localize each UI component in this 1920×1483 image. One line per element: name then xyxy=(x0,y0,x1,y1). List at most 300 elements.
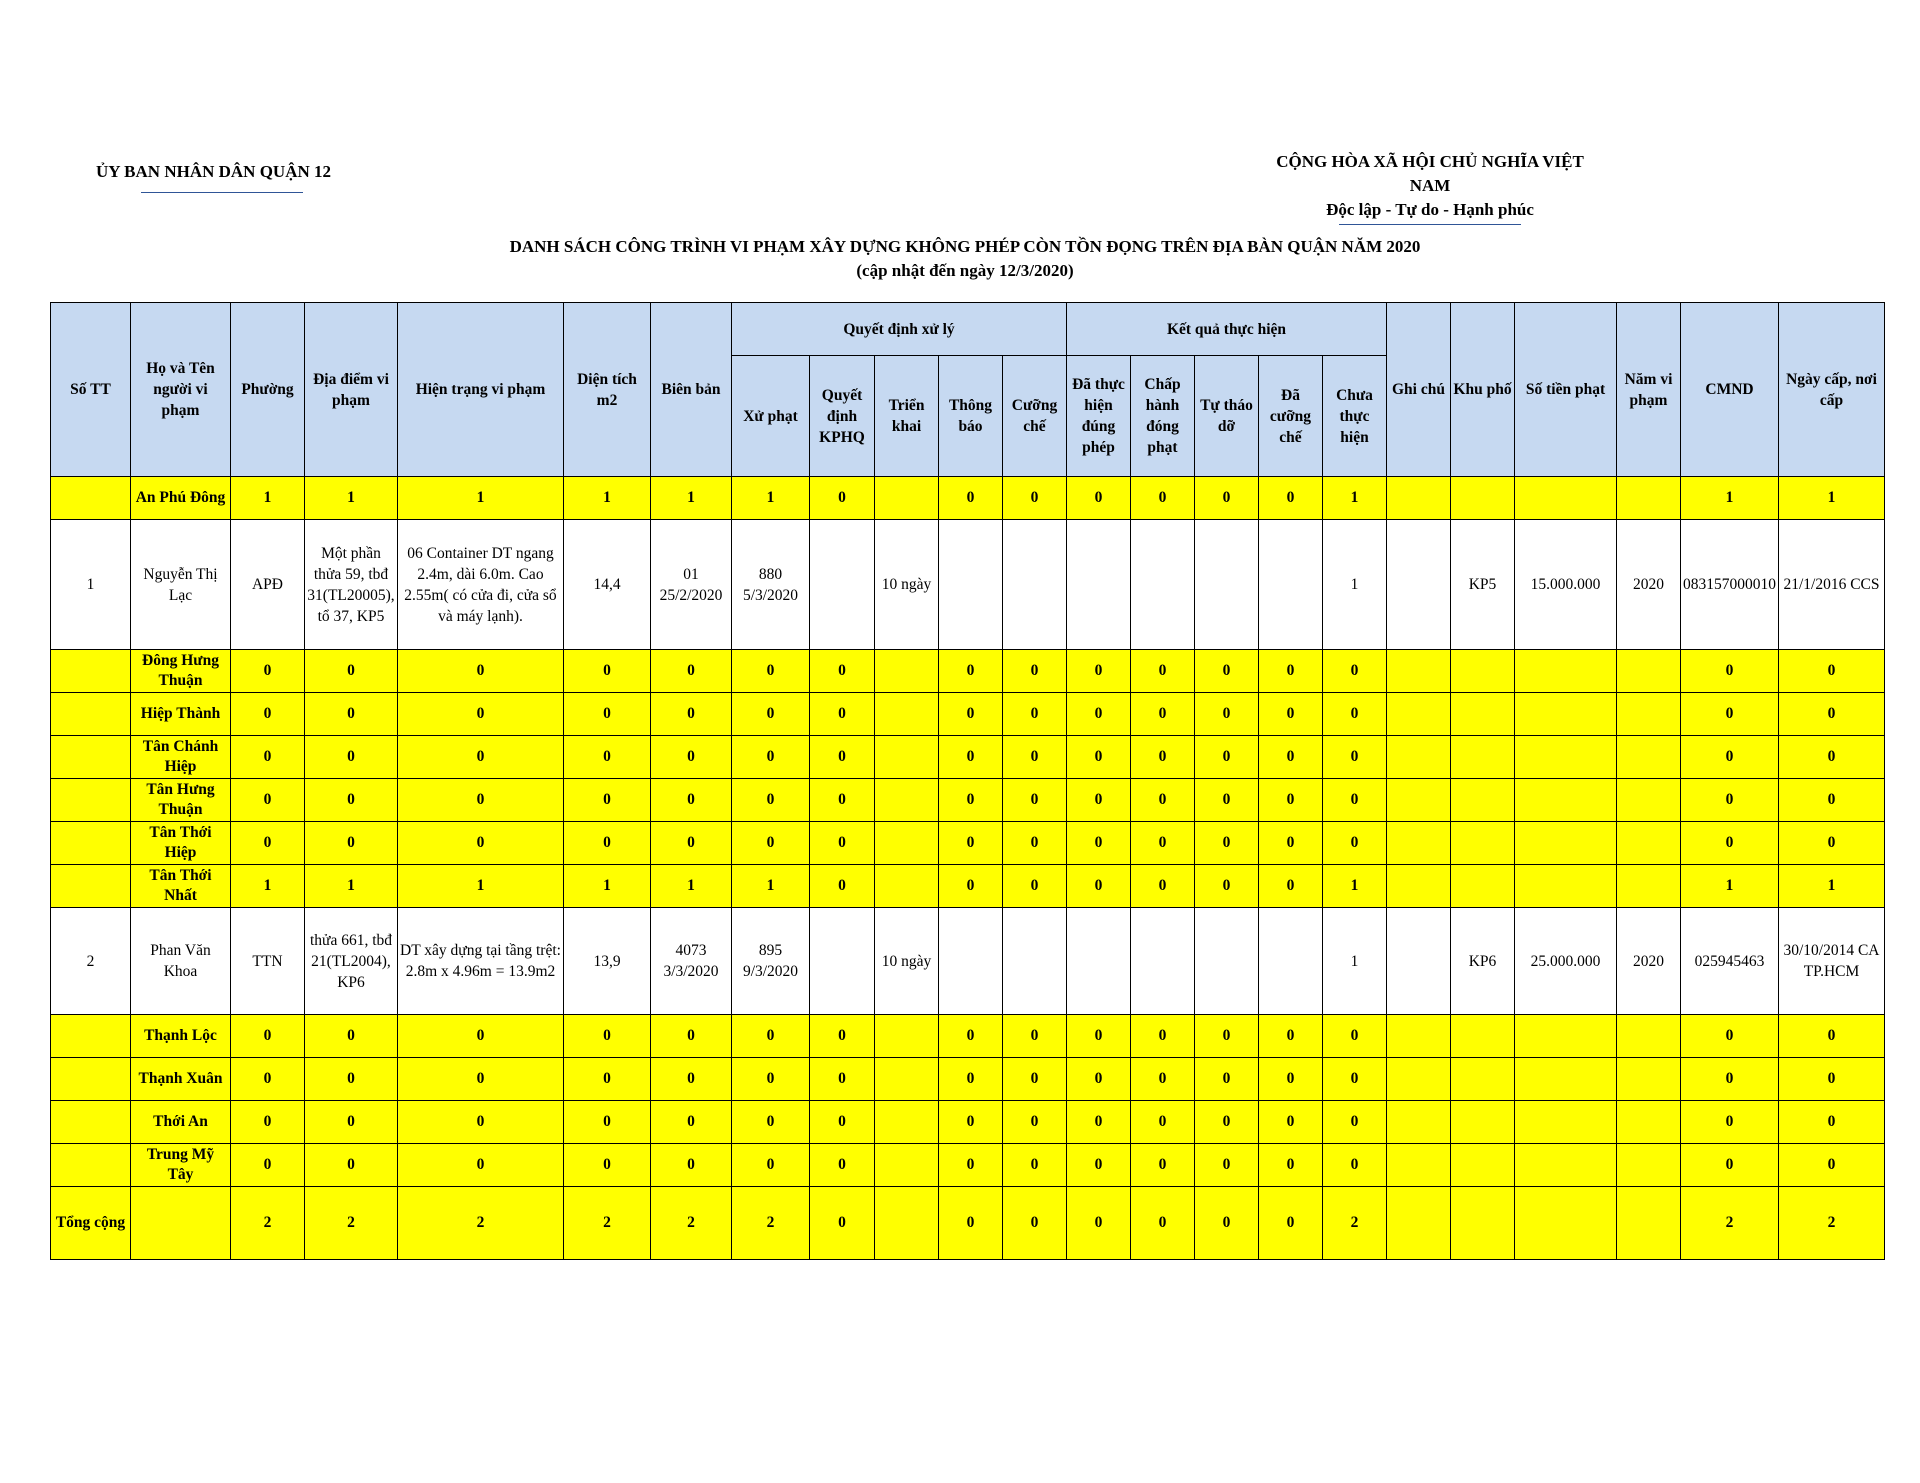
cell-stt xyxy=(51,1015,131,1058)
table-cell: 0 xyxy=(1323,779,1387,822)
col-status: Hiện trạng vi phạm xyxy=(398,303,564,477)
col-self-demolish: Tự tháo dỡ xyxy=(1195,356,1259,477)
table-cell xyxy=(1515,865,1617,908)
table-cell xyxy=(1515,736,1617,779)
table-cell: 0 xyxy=(231,779,305,822)
table-cell: 0 xyxy=(305,650,398,693)
table-cell xyxy=(1617,736,1681,779)
table-cell: 0 xyxy=(1131,693,1195,736)
table-cell: 0 xyxy=(305,736,398,779)
table-cell: 0 xyxy=(1067,779,1131,822)
table-cell xyxy=(1451,693,1515,736)
table-cell: 0 xyxy=(1681,1101,1779,1144)
table-cell: 1 xyxy=(1323,477,1387,520)
table-cell: 0 xyxy=(1003,865,1067,908)
table-cell: 880 5/3/2020 xyxy=(732,520,810,650)
table-cell xyxy=(1515,779,1617,822)
table-cell: 0 xyxy=(1259,736,1323,779)
table-cell: 0 xyxy=(1003,693,1067,736)
table-cell: 0 xyxy=(1067,865,1131,908)
table-cell: 0 xyxy=(305,1144,398,1187)
table-cell xyxy=(1515,1058,1617,1101)
table-cell: 0 xyxy=(231,1101,305,1144)
table-cell: 01 25/2/2020 xyxy=(651,520,732,650)
table-cell: 0 xyxy=(810,779,875,822)
table-cell: 0 xyxy=(651,779,732,822)
cell-ward-name: Đông Hưng Thuận xyxy=(131,650,231,693)
col-location: Địa điểm vi phạm xyxy=(305,303,398,477)
table-cell xyxy=(875,1015,939,1058)
table-cell: 13,9 xyxy=(564,908,651,1015)
table-cell: 0 xyxy=(939,1101,1003,1144)
table-cell xyxy=(1387,1015,1451,1058)
col-notice: Thông báo xyxy=(939,356,1003,477)
table-cell xyxy=(1387,693,1451,736)
col-year: Năm vi phạm xyxy=(1617,303,1681,477)
national-motto: Độc lập - Tự do - Hạnh phúc xyxy=(1326,200,1534,219)
table-cell: 0 xyxy=(1323,650,1387,693)
table-cell: 1 xyxy=(1779,865,1885,908)
table-cell: 0 xyxy=(810,736,875,779)
table-cell: 0 xyxy=(1681,822,1779,865)
table-cell xyxy=(1617,693,1681,736)
table-cell: 1 xyxy=(1779,477,1885,520)
table-cell: 0 xyxy=(1003,477,1067,520)
table-cell: 0 xyxy=(1779,822,1885,865)
group-decision: Quyết định xử lý xyxy=(732,303,1067,356)
table-cell xyxy=(1451,822,1515,865)
table-cell: 0 xyxy=(1681,1015,1779,1058)
table-cell xyxy=(1451,477,1515,520)
cell-ward-name: Tân Thới Nhất xyxy=(131,865,231,908)
table-cell: 0 xyxy=(398,822,564,865)
table-cell: 0 xyxy=(651,693,732,736)
violation-table xyxy=(50,302,1885,1260)
table-cell xyxy=(875,779,939,822)
table-cell: 0 xyxy=(1003,822,1067,865)
table-cell: 0 xyxy=(398,1015,564,1058)
table-cell: 0 xyxy=(231,736,305,779)
table-cell: 0 xyxy=(1259,477,1323,520)
table-cell: 0 xyxy=(231,693,305,736)
table-cell: 0 xyxy=(1195,1101,1259,1144)
col-paid: Chấp hành đóng phạt xyxy=(1131,356,1195,477)
national-heading xyxy=(1255,150,1605,225)
table-cell: 0 xyxy=(651,1144,732,1187)
table-cell: 0 xyxy=(1067,477,1131,520)
table-cell: 0 xyxy=(810,1187,875,1260)
table-cell: DT xây dựng tại tầng trệt: 2.8m x 4.96m = 13.9m2 xyxy=(398,908,564,1015)
table-cell xyxy=(1617,779,1681,822)
table-cell xyxy=(1451,1144,1515,1187)
table-cell: 0 xyxy=(1131,822,1195,865)
table-header xyxy=(51,303,1885,477)
table-cell: 0 xyxy=(398,1144,564,1187)
table-cell: 0 xyxy=(1195,736,1259,779)
table-cell: 0 xyxy=(1131,736,1195,779)
table-cell: 0 xyxy=(939,650,1003,693)
cell-violator-name xyxy=(131,1187,231,1260)
table-cell: 0 xyxy=(564,693,651,736)
table-body xyxy=(51,477,1885,1260)
table-cell: 0 xyxy=(939,822,1003,865)
table-cell xyxy=(939,908,1003,1015)
table-cell: 1 xyxy=(1681,865,1779,908)
table-cell xyxy=(1617,477,1681,520)
table-cell: 0 xyxy=(1259,1144,1323,1187)
table-cell: 0 xyxy=(1131,1015,1195,1058)
table-cell: 0 xyxy=(305,1101,398,1144)
ward-summary-row xyxy=(51,1058,1885,1101)
nation-name: CỘNG HÒA XÃ HỘI CHỦ NGHĨA VIỆT NAM xyxy=(1276,152,1584,195)
table-cell: 1 xyxy=(231,477,305,520)
table-cell: 0 xyxy=(1003,650,1067,693)
table-cell: 0 xyxy=(651,1101,732,1144)
table-cell: 25.000.000 xyxy=(1515,908,1617,1015)
table-cell: 0 xyxy=(1681,693,1779,736)
table-cell: 0 xyxy=(1067,822,1131,865)
table-cell: 0 xyxy=(231,822,305,865)
document-subtitle: (cập nhật đến ngày 12/3/2020) xyxy=(856,261,1074,280)
table-cell: 0 xyxy=(939,477,1003,520)
table-cell xyxy=(1451,865,1515,908)
table-cell xyxy=(1451,650,1515,693)
table-cell xyxy=(1515,1144,1617,1187)
col-not-done: Chưa thực hiện xyxy=(1323,356,1387,477)
ward-summary-row xyxy=(51,693,1885,736)
table-cell: 0 xyxy=(1067,1058,1131,1101)
table-cell xyxy=(875,1101,939,1144)
col-area: Diện tích m2 xyxy=(564,303,651,477)
table-cell: 2020 xyxy=(1617,908,1681,1015)
table-cell xyxy=(875,865,939,908)
table-cell xyxy=(1515,477,1617,520)
group-result: Kết quả thực hiện xyxy=(1067,303,1387,356)
table-cell: 0 xyxy=(1195,1187,1259,1260)
col-ward: Phường xyxy=(231,303,305,477)
table-cell xyxy=(1617,1058,1681,1101)
table-cell: 0 xyxy=(1195,822,1259,865)
cell-stt: 1 xyxy=(51,520,131,650)
col-amount: Số tiền phạt xyxy=(1515,303,1617,477)
table-cell: 0 xyxy=(1131,650,1195,693)
table-cell: 1 xyxy=(398,477,564,520)
table-cell xyxy=(1617,1144,1681,1187)
table-cell: 0 xyxy=(1003,736,1067,779)
cell-stt xyxy=(51,1144,131,1187)
table-cell: 0 xyxy=(1323,1144,1387,1187)
table-cell: 025945463 xyxy=(1681,908,1779,1015)
table-cell: 0 xyxy=(1131,1101,1195,1144)
table-cell: 0 xyxy=(305,779,398,822)
table-cell xyxy=(1515,693,1617,736)
table-cell: 0 xyxy=(732,693,810,736)
table-cell: 0 xyxy=(1323,693,1387,736)
table-cell: 0 xyxy=(732,650,810,693)
col-deploy: Triển khai xyxy=(875,356,939,477)
table-cell: 0 xyxy=(939,693,1003,736)
table-cell: 0 xyxy=(1779,779,1885,822)
table-cell: 0 xyxy=(231,1015,305,1058)
cell-stt xyxy=(51,779,131,822)
table-cell: 0 xyxy=(1067,693,1131,736)
table-cell: 0 xyxy=(305,1058,398,1101)
table-cell xyxy=(1387,822,1451,865)
table-cell: 0 xyxy=(1323,822,1387,865)
table-cell: 0 xyxy=(732,1015,810,1058)
table-cell xyxy=(875,822,939,865)
document-title-block xyxy=(0,235,1920,283)
table-cell: 1 xyxy=(1681,477,1779,520)
table-cell: 0 xyxy=(1003,1101,1067,1144)
table-cell xyxy=(1387,1144,1451,1187)
table-cell: 0 xyxy=(1681,779,1779,822)
table-cell: 0 xyxy=(1259,650,1323,693)
table-cell: 0 xyxy=(651,1015,732,1058)
table-cell xyxy=(1515,1015,1617,1058)
table-cell: thửa 661, tbđ 21(TL2004), KP6 xyxy=(305,908,398,1015)
table-cell: 0 xyxy=(939,779,1003,822)
table-cell: 0 xyxy=(1323,1015,1387,1058)
table-cell xyxy=(1617,1101,1681,1144)
table-cell: 0 xyxy=(1259,1187,1323,1260)
table-cell: 0 xyxy=(1259,1015,1323,1058)
table-cell: 2 xyxy=(231,1187,305,1260)
table-cell: 2 xyxy=(732,1187,810,1260)
table-cell: 0 xyxy=(1779,1144,1885,1187)
table-cell: 0 xyxy=(1259,1101,1323,1144)
table-cell: 2020 xyxy=(1617,520,1681,650)
col-record: Biên bản xyxy=(651,303,732,477)
table-cell: 0 xyxy=(1131,865,1195,908)
table-cell: 0 xyxy=(1259,693,1323,736)
table-cell: 0 xyxy=(732,736,810,779)
table-cell: 0 xyxy=(231,650,305,693)
table-cell: 0 xyxy=(1779,693,1885,736)
table-cell: 0 xyxy=(732,779,810,822)
table-cell: 0 xyxy=(1003,779,1067,822)
table-cell: 0 xyxy=(1259,1058,1323,1101)
table-cell: 0 xyxy=(732,1144,810,1187)
table-cell: 0 xyxy=(305,693,398,736)
cell-ward-name: Thạnh Xuân xyxy=(131,1058,231,1101)
cell-stt xyxy=(51,1058,131,1101)
table-cell xyxy=(1131,520,1195,650)
table-cell xyxy=(1451,1101,1515,1144)
table-cell: 0 xyxy=(939,865,1003,908)
table-cell: 0 xyxy=(939,1015,1003,1058)
cell-ward-name: Trung Mỹ Tây xyxy=(131,1144,231,1187)
table-cell xyxy=(1003,908,1067,1015)
table-cell: 0 xyxy=(1131,1058,1195,1101)
cell-ward-name: Tân Chánh Hiệp xyxy=(131,736,231,779)
table-cell: 0 xyxy=(1259,822,1323,865)
table-cell: 0 xyxy=(1131,477,1195,520)
ward-summary-row xyxy=(51,1144,1885,1187)
table-cell: 0 xyxy=(1195,1015,1259,1058)
cell-stt: 2 xyxy=(51,908,131,1015)
violation-record-row xyxy=(51,908,1885,1015)
table-cell: 2 xyxy=(1681,1187,1779,1260)
table-cell: 0 xyxy=(1259,865,1323,908)
table-cell xyxy=(1617,822,1681,865)
col-fine: Xử phạt xyxy=(732,356,810,477)
table-cell: 0 xyxy=(1195,779,1259,822)
table-cell: 2 xyxy=(305,1187,398,1260)
table-cell: 0 xyxy=(564,1144,651,1187)
table-cell: 4073 3/3/2020 xyxy=(651,908,732,1015)
table-cell: 0 xyxy=(1681,1144,1779,1187)
table-cell: 0 xyxy=(1067,650,1131,693)
table-cell: 10 ngày xyxy=(875,520,939,650)
table-cell: APĐ xyxy=(231,520,305,650)
violation-record-row xyxy=(51,520,1885,650)
table-cell xyxy=(810,908,875,1015)
table-cell: 0 xyxy=(398,650,564,693)
ward-summary-row xyxy=(51,779,1885,822)
table-cell: 2 xyxy=(564,1187,651,1260)
table-cell xyxy=(1617,865,1681,908)
table-cell xyxy=(1515,1187,1617,1260)
table-cell: 2 xyxy=(1779,1187,1885,1260)
table-cell: 2 xyxy=(398,1187,564,1260)
table-cell: 0 xyxy=(231,1144,305,1187)
col-enforced: Đã cưỡng chế xyxy=(1259,356,1323,477)
table-cell: 0 xyxy=(564,822,651,865)
table-cell xyxy=(1259,908,1323,1015)
cell-stt xyxy=(51,822,131,865)
table-cell: 0 xyxy=(1067,1187,1131,1260)
table-cell xyxy=(1617,1187,1681,1260)
ward-summary-row xyxy=(51,865,1885,908)
table-cell: 1 xyxy=(398,865,564,908)
table-cell: 1 xyxy=(732,865,810,908)
table-cell xyxy=(1451,1058,1515,1101)
table-cell xyxy=(1131,908,1195,1015)
table-cell xyxy=(875,693,939,736)
cell-ward-name: Thới An xyxy=(131,1101,231,1144)
table-cell xyxy=(1387,779,1451,822)
table-cell: 0 xyxy=(810,650,875,693)
table-cell xyxy=(1451,1015,1515,1058)
table-cell: 0 xyxy=(939,1144,1003,1187)
table-cell: 0 xyxy=(564,736,651,779)
table-cell: 2 xyxy=(651,1187,732,1260)
table-cell: 0 xyxy=(398,779,564,822)
table-cell: 15.000.000 xyxy=(1515,520,1617,650)
table-cell: 0 xyxy=(1003,1015,1067,1058)
motto-underline xyxy=(1339,224,1521,225)
table-cell: 0 xyxy=(732,822,810,865)
table-cell xyxy=(1387,477,1451,520)
table-cell: 0 xyxy=(305,822,398,865)
table-cell xyxy=(1451,1187,1515,1260)
table-cell: 0 xyxy=(1681,650,1779,693)
cell-stt xyxy=(51,693,131,736)
table-cell: TTN xyxy=(231,908,305,1015)
table-cell xyxy=(1387,736,1451,779)
cell-violator-name: Phan Văn Khoa xyxy=(131,908,231,1015)
table-cell: 0 xyxy=(1195,865,1259,908)
table-cell xyxy=(1003,520,1067,650)
table-cell: 083157000010 xyxy=(1681,520,1779,650)
table-cell: 0 xyxy=(564,1101,651,1144)
col-kphq: Quyết định KPHQ xyxy=(810,356,875,477)
table-cell: 30/10/2014 CA TP.HCM xyxy=(1779,908,1885,1015)
table-cell: 0 xyxy=(810,693,875,736)
cell-stt xyxy=(51,1101,131,1144)
ward-summary-row xyxy=(51,1015,1885,1058)
col-name: Họ và Tên người vi phạm xyxy=(131,303,231,477)
table-cell xyxy=(1387,1058,1451,1101)
issuing-agency-name: ỦY BAN NHÂN DÂN QUẬN 12 xyxy=(96,162,332,181)
table-cell: 0 xyxy=(1323,1101,1387,1144)
table-cell: 0 xyxy=(398,1101,564,1144)
table-cell: 0 xyxy=(1323,736,1387,779)
col-id: CMND xyxy=(1681,303,1779,477)
table-cell: 0 xyxy=(1003,1144,1067,1187)
table-cell: 0 xyxy=(1779,650,1885,693)
col-issued: Ngày cấp, nơi cấp xyxy=(1779,303,1885,477)
table-cell: 0 xyxy=(1779,1058,1885,1101)
issuing-agency xyxy=(96,162,331,182)
table-cell xyxy=(875,1144,939,1187)
table-cell: 0 xyxy=(1131,1144,1195,1187)
table-cell: 0 xyxy=(1779,1015,1885,1058)
table-cell: 1 xyxy=(564,477,651,520)
table-cell xyxy=(875,736,939,779)
table-cell: 0 xyxy=(939,736,1003,779)
table-cell: 1 xyxy=(305,865,398,908)
cell-ward-name: Tân Hưng Thuận xyxy=(131,779,231,822)
table-cell: 1 xyxy=(231,865,305,908)
ward-summary-row xyxy=(51,822,1885,865)
table-cell xyxy=(875,477,939,520)
table-cell: 0 xyxy=(1067,736,1131,779)
table-cell: 0 xyxy=(564,779,651,822)
table-cell xyxy=(875,1187,939,1260)
table-cell: 14,4 xyxy=(564,520,651,650)
table-cell: 0 xyxy=(939,1058,1003,1101)
table-cell: KP5 xyxy=(1451,520,1515,650)
table-cell xyxy=(1617,650,1681,693)
col-stt: Số TT xyxy=(51,303,131,477)
table-cell: KP6 xyxy=(1451,908,1515,1015)
table-cell: 0 xyxy=(1131,779,1195,822)
table-cell: 0 xyxy=(810,1015,875,1058)
table-cell: 1 xyxy=(732,477,810,520)
table-cell xyxy=(1067,520,1131,650)
table-cell: 0 xyxy=(732,1058,810,1101)
table-cell xyxy=(1515,650,1617,693)
table-cell: 1 xyxy=(1323,520,1387,650)
table-cell: 0 xyxy=(651,1058,732,1101)
table-cell: 0 xyxy=(398,1058,564,1101)
table-cell: 0 xyxy=(1003,1058,1067,1101)
table-cell xyxy=(1387,865,1451,908)
cell-stt xyxy=(51,650,131,693)
ward-summary-row xyxy=(51,477,1885,520)
cell-stt xyxy=(51,865,131,908)
cell-ward-name: An Phú Đông xyxy=(131,477,231,520)
table-cell: 0 xyxy=(810,865,875,908)
table-cell: 0 xyxy=(564,650,651,693)
col-note: Ghi chú xyxy=(1387,303,1451,477)
table-cell: 0 xyxy=(1195,1144,1259,1187)
table-cell: 0 xyxy=(1003,1187,1067,1260)
table-cell xyxy=(1451,779,1515,822)
cell-stt: Tổng cộng xyxy=(51,1187,131,1260)
